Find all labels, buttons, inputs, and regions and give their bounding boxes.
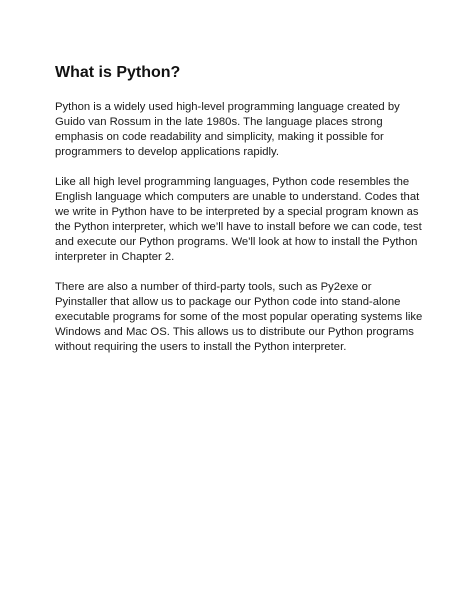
page-title: What is Python? bbox=[55, 64, 181, 81]
paragraph-interpreter: Like all high level programming languages, Python code resembles the English language which computers are unable to understand. Codes that we write in Python have to be interpreted by a special program known as the Python interpreter, which we’ll have to install before we can code, test and execute our Python programs. We'll look at how to install the Python interpreter in Chapter 2. bbox=[55, 176, 422, 263]
paragraph-third-party-tools: There are also a number of third-party tools, such as Py2exe or Pyinstaller that allow us to package our Python code into stand-alone executable programs for some of the most popular operating systems like Windows and Mac OS. This allows us to distribute our Python programs without requiring the users to install the Python interpreter. bbox=[55, 281, 423, 353]
paragraph-intro: Python is a widely used high-level programming language created by Guido van Rossum in the late 1980s. The language places strong emphasis on code readability and simplicity, making it possible for programmers to develop applications rapidly. bbox=[55, 101, 400, 158]
document-content bbox=[55, 63, 425, 370]
